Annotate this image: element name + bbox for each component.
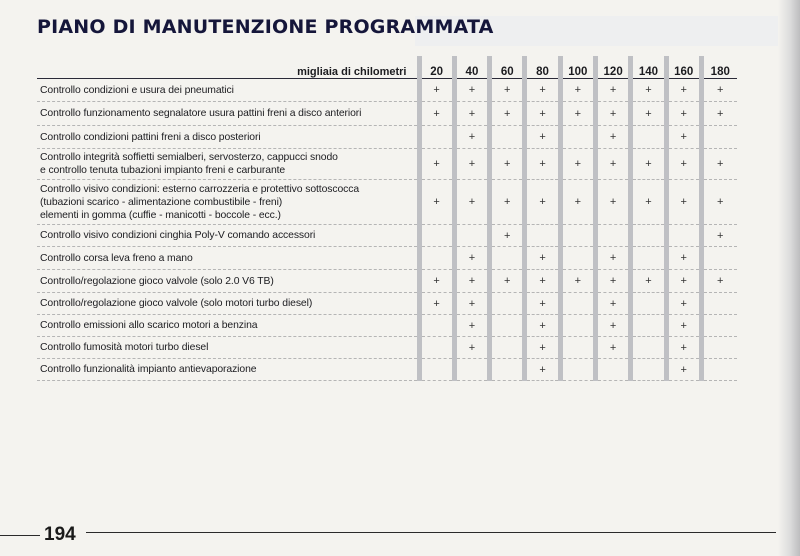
empty-cell — [631, 247, 666, 270]
maintenance-mark: + — [666, 293, 701, 315]
empty-cell — [560, 247, 595, 270]
maintenance-mark: + — [525, 270, 560, 293]
row-label — [37, 225, 419, 247]
maintenance-mark: + — [701, 225, 736, 247]
maintenance-mark: + — [490, 180, 525, 225]
maintenance-mark: + — [666, 337, 701, 359]
maintenance-mark: + — [454, 270, 489, 293]
maintenance-mark: + — [419, 270, 454, 293]
empty-cell — [419, 359, 454, 381]
maintenance-mark: + — [595, 247, 630, 270]
maintenance-mark: + — [419, 79, 454, 102]
empty-cell — [525, 225, 560, 247]
maintenance-mark: + — [419, 180, 454, 225]
empty-cell — [490, 337, 525, 359]
table-row — [37, 126, 737, 149]
empty-cell — [631, 126, 666, 149]
row-label-line: Controllo integrità soffietti semialberi, servosterzo, cappucci snodo — [40, 152, 338, 163]
empty-cell — [701, 337, 736, 359]
maintenance-mark: + — [595, 315, 630, 337]
maintenance-mark: + — [595, 79, 630, 102]
km-column-header: 20 — [419, 56, 454, 79]
row-label — [37, 270, 419, 293]
row-label-line: Controllo emissioni allo scarico motori a benzina — [40, 320, 258, 331]
empty-cell — [631, 315, 666, 337]
maintenance-mark: + — [666, 270, 701, 293]
row-label-line: Controllo condizioni pattini freni a disco posteriori — [40, 131, 261, 143]
maintenance-mark: + — [595, 102, 630, 126]
row-label-line: (tubazioni scarico - alimentazione combustibile - freni) — [40, 196, 283, 208]
row-label — [37, 126, 419, 149]
maintenance-mark: + — [595, 293, 630, 315]
empty-cell — [560, 315, 595, 337]
km-column-header: 140 — [631, 56, 666, 79]
maintenance-mark: + — [454, 79, 489, 102]
row-label-line: elementi in gomma (cuffie - manicotti - boccole - ecc.) — [40, 209, 281, 221]
maintenance-mark: + — [560, 270, 595, 293]
maintenance-mark: + — [525, 337, 560, 359]
row-label-line: Controllo funzionamento segnalatore usura pattini freni a disco anteriori — [40, 108, 362, 119]
maintenance-mark: + — [666, 247, 701, 270]
km-header-label: migliaia di chilometri — [37, 56, 419, 79]
row-label-line: Controllo visivo condizioni: esterno carrozzeria e protettivo sottoscocca — [40, 183, 360, 195]
maintenance-mark: + — [490, 149, 525, 180]
maintenance-mark: + — [631, 79, 666, 102]
row-label — [37, 359, 419, 381]
empty-cell — [631, 359, 666, 381]
empty-cell — [631, 337, 666, 359]
empty-cell — [560, 293, 595, 315]
empty-cell — [454, 225, 489, 247]
maintenance-mark: + — [490, 79, 525, 102]
row-label — [37, 337, 419, 359]
empty-cell — [560, 126, 595, 149]
km-column-header: 120 — [595, 56, 630, 79]
footer-rule-left — [0, 535, 40, 536]
row-label — [37, 102, 419, 126]
maintenance-mark: + — [631, 149, 666, 180]
row-label — [37, 79, 419, 102]
maintenance-mark: + — [560, 149, 595, 180]
empty-cell — [631, 293, 666, 315]
maintenance-mark: + — [525, 359, 560, 381]
empty-cell — [490, 247, 525, 270]
page-number: 194 — [44, 524, 76, 545]
maintenance-mark: + — [454, 337, 489, 359]
maintenance-mark: + — [454, 315, 489, 337]
row-label-line: Controllo corsa leva freno a mano — [40, 252, 193, 264]
maintenance-mark: + — [454, 102, 489, 126]
empty-cell — [701, 315, 736, 337]
maintenance-table-container — [37, 56, 737, 381]
table-row — [37, 225, 737, 247]
row-label — [37, 180, 419, 225]
table-row — [37, 247, 737, 270]
empty-cell — [490, 293, 525, 315]
maintenance-mark: + — [701, 79, 736, 102]
maintenance-mark: + — [595, 180, 630, 225]
empty-cell — [701, 126, 736, 149]
row-label-line: Controllo visivo condizioni cinghia Poly-V comando accessori — [40, 230, 316, 241]
maintenance-mark: + — [701, 102, 736, 126]
maintenance-schedule-table — [37, 56, 737, 381]
maintenance-mark: + — [595, 126, 630, 149]
km-column-header: 160 — [666, 56, 701, 79]
row-label — [37, 149, 419, 180]
page-edge-shadow — [778, 0, 800, 556]
km-column-header: 60 — [490, 56, 525, 79]
table-row — [37, 270, 737, 293]
empty-cell — [560, 337, 595, 359]
row-label-line: Controllo/regolazione gioco valvole (solo motori turbo diesel) — [40, 298, 313, 309]
maintenance-mark: + — [631, 180, 666, 225]
maintenance-mark: + — [454, 247, 489, 270]
empty-cell — [666, 225, 701, 247]
empty-cell — [419, 337, 454, 359]
table-row — [37, 149, 737, 180]
maintenance-mark: + — [454, 149, 489, 180]
empty-cell — [560, 225, 595, 247]
table-header-row — [37, 56, 737, 79]
maintenance-mark: + — [666, 359, 701, 381]
maintenance-mark: + — [666, 149, 701, 180]
maintenance-mark: + — [631, 270, 666, 293]
empty-cell — [631, 225, 666, 247]
empty-cell — [560, 359, 595, 381]
maintenance-mark: + — [419, 102, 454, 126]
empty-cell — [701, 359, 736, 381]
table-row — [37, 359, 737, 381]
maintenance-mark: + — [701, 180, 736, 225]
maintenance-mark: + — [560, 180, 595, 225]
empty-cell — [454, 359, 489, 381]
empty-cell — [595, 225, 630, 247]
maintenance-mark: + — [419, 293, 454, 315]
table-row — [37, 293, 737, 315]
maintenance-mark: + — [666, 79, 701, 102]
maintenance-mark: + — [666, 180, 701, 225]
maintenance-mark: + — [560, 102, 595, 126]
row-label-line: Controllo funzionalità impianto antievaporazione — [40, 364, 257, 375]
maintenance-mark: + — [454, 293, 489, 315]
table-row — [37, 180, 737, 225]
row-label-line: Controllo fumosità motori turbo diesel — [40, 342, 209, 353]
maintenance-mark: + — [631, 102, 666, 126]
maintenance-mark: + — [454, 180, 489, 225]
empty-cell — [701, 293, 736, 315]
empty-cell — [490, 126, 525, 149]
km-column-header: 100 — [560, 56, 595, 79]
maintenance-mark: + — [595, 270, 630, 293]
row-label-line: Controllo condizioni e usura dei pneumatici — [40, 84, 234, 96]
maintenance-mark: + — [525, 126, 560, 149]
row-label-line: Controllo/regolazione gioco valvole (solo 2.0 V6 TB) — [40, 275, 274, 287]
maintenance-mark: + — [666, 102, 701, 126]
empty-cell — [701, 247, 736, 270]
page-title: PIANO DI MANUTENZIONE PROGRAMMATA — [37, 16, 494, 38]
maintenance-mark: + — [595, 337, 630, 359]
footer-rule-right — [86, 532, 776, 533]
km-column-header: 80 — [525, 56, 560, 79]
maintenance-mark: + — [525, 247, 560, 270]
maintenance-mark: + — [525, 293, 560, 315]
empty-cell — [595, 359, 630, 381]
maintenance-mark: + — [525, 79, 560, 102]
maintenance-mark: + — [525, 149, 560, 180]
row-label-line: e controllo tenuta tubazioni impianto freni e carburante — [40, 165, 286, 176]
row-label — [37, 247, 419, 270]
maintenance-mark: + — [525, 315, 560, 337]
maintenance-mark: + — [560, 79, 595, 102]
maintenance-mark: + — [419, 149, 454, 180]
table-row — [37, 79, 737, 102]
empty-cell — [419, 247, 454, 270]
table-row — [37, 102, 737, 126]
maintenance-mark: + — [595, 149, 630, 180]
row-label — [37, 293, 419, 315]
table-body — [37, 79, 737, 381]
empty-cell — [490, 359, 525, 381]
maintenance-mark: + — [490, 225, 525, 247]
km-column-header: 180 — [701, 56, 736, 79]
maintenance-mark: + — [666, 315, 701, 337]
row-label — [37, 315, 419, 337]
maintenance-mark: + — [490, 270, 525, 293]
maintenance-mark: + — [454, 126, 489, 149]
empty-cell — [419, 126, 454, 149]
maintenance-mark: + — [701, 149, 736, 180]
empty-cell — [419, 225, 454, 247]
table-row — [37, 315, 737, 337]
empty-cell — [419, 315, 454, 337]
maintenance-mark: + — [525, 180, 560, 225]
maintenance-mark: + — [701, 270, 736, 293]
maintenance-mark: + — [666, 126, 701, 149]
table-row — [37, 337, 737, 359]
km-column-header: 40 — [454, 56, 489, 79]
maintenance-mark: + — [490, 102, 525, 126]
empty-cell — [490, 315, 525, 337]
maintenance-mark: + — [525, 102, 560, 126]
